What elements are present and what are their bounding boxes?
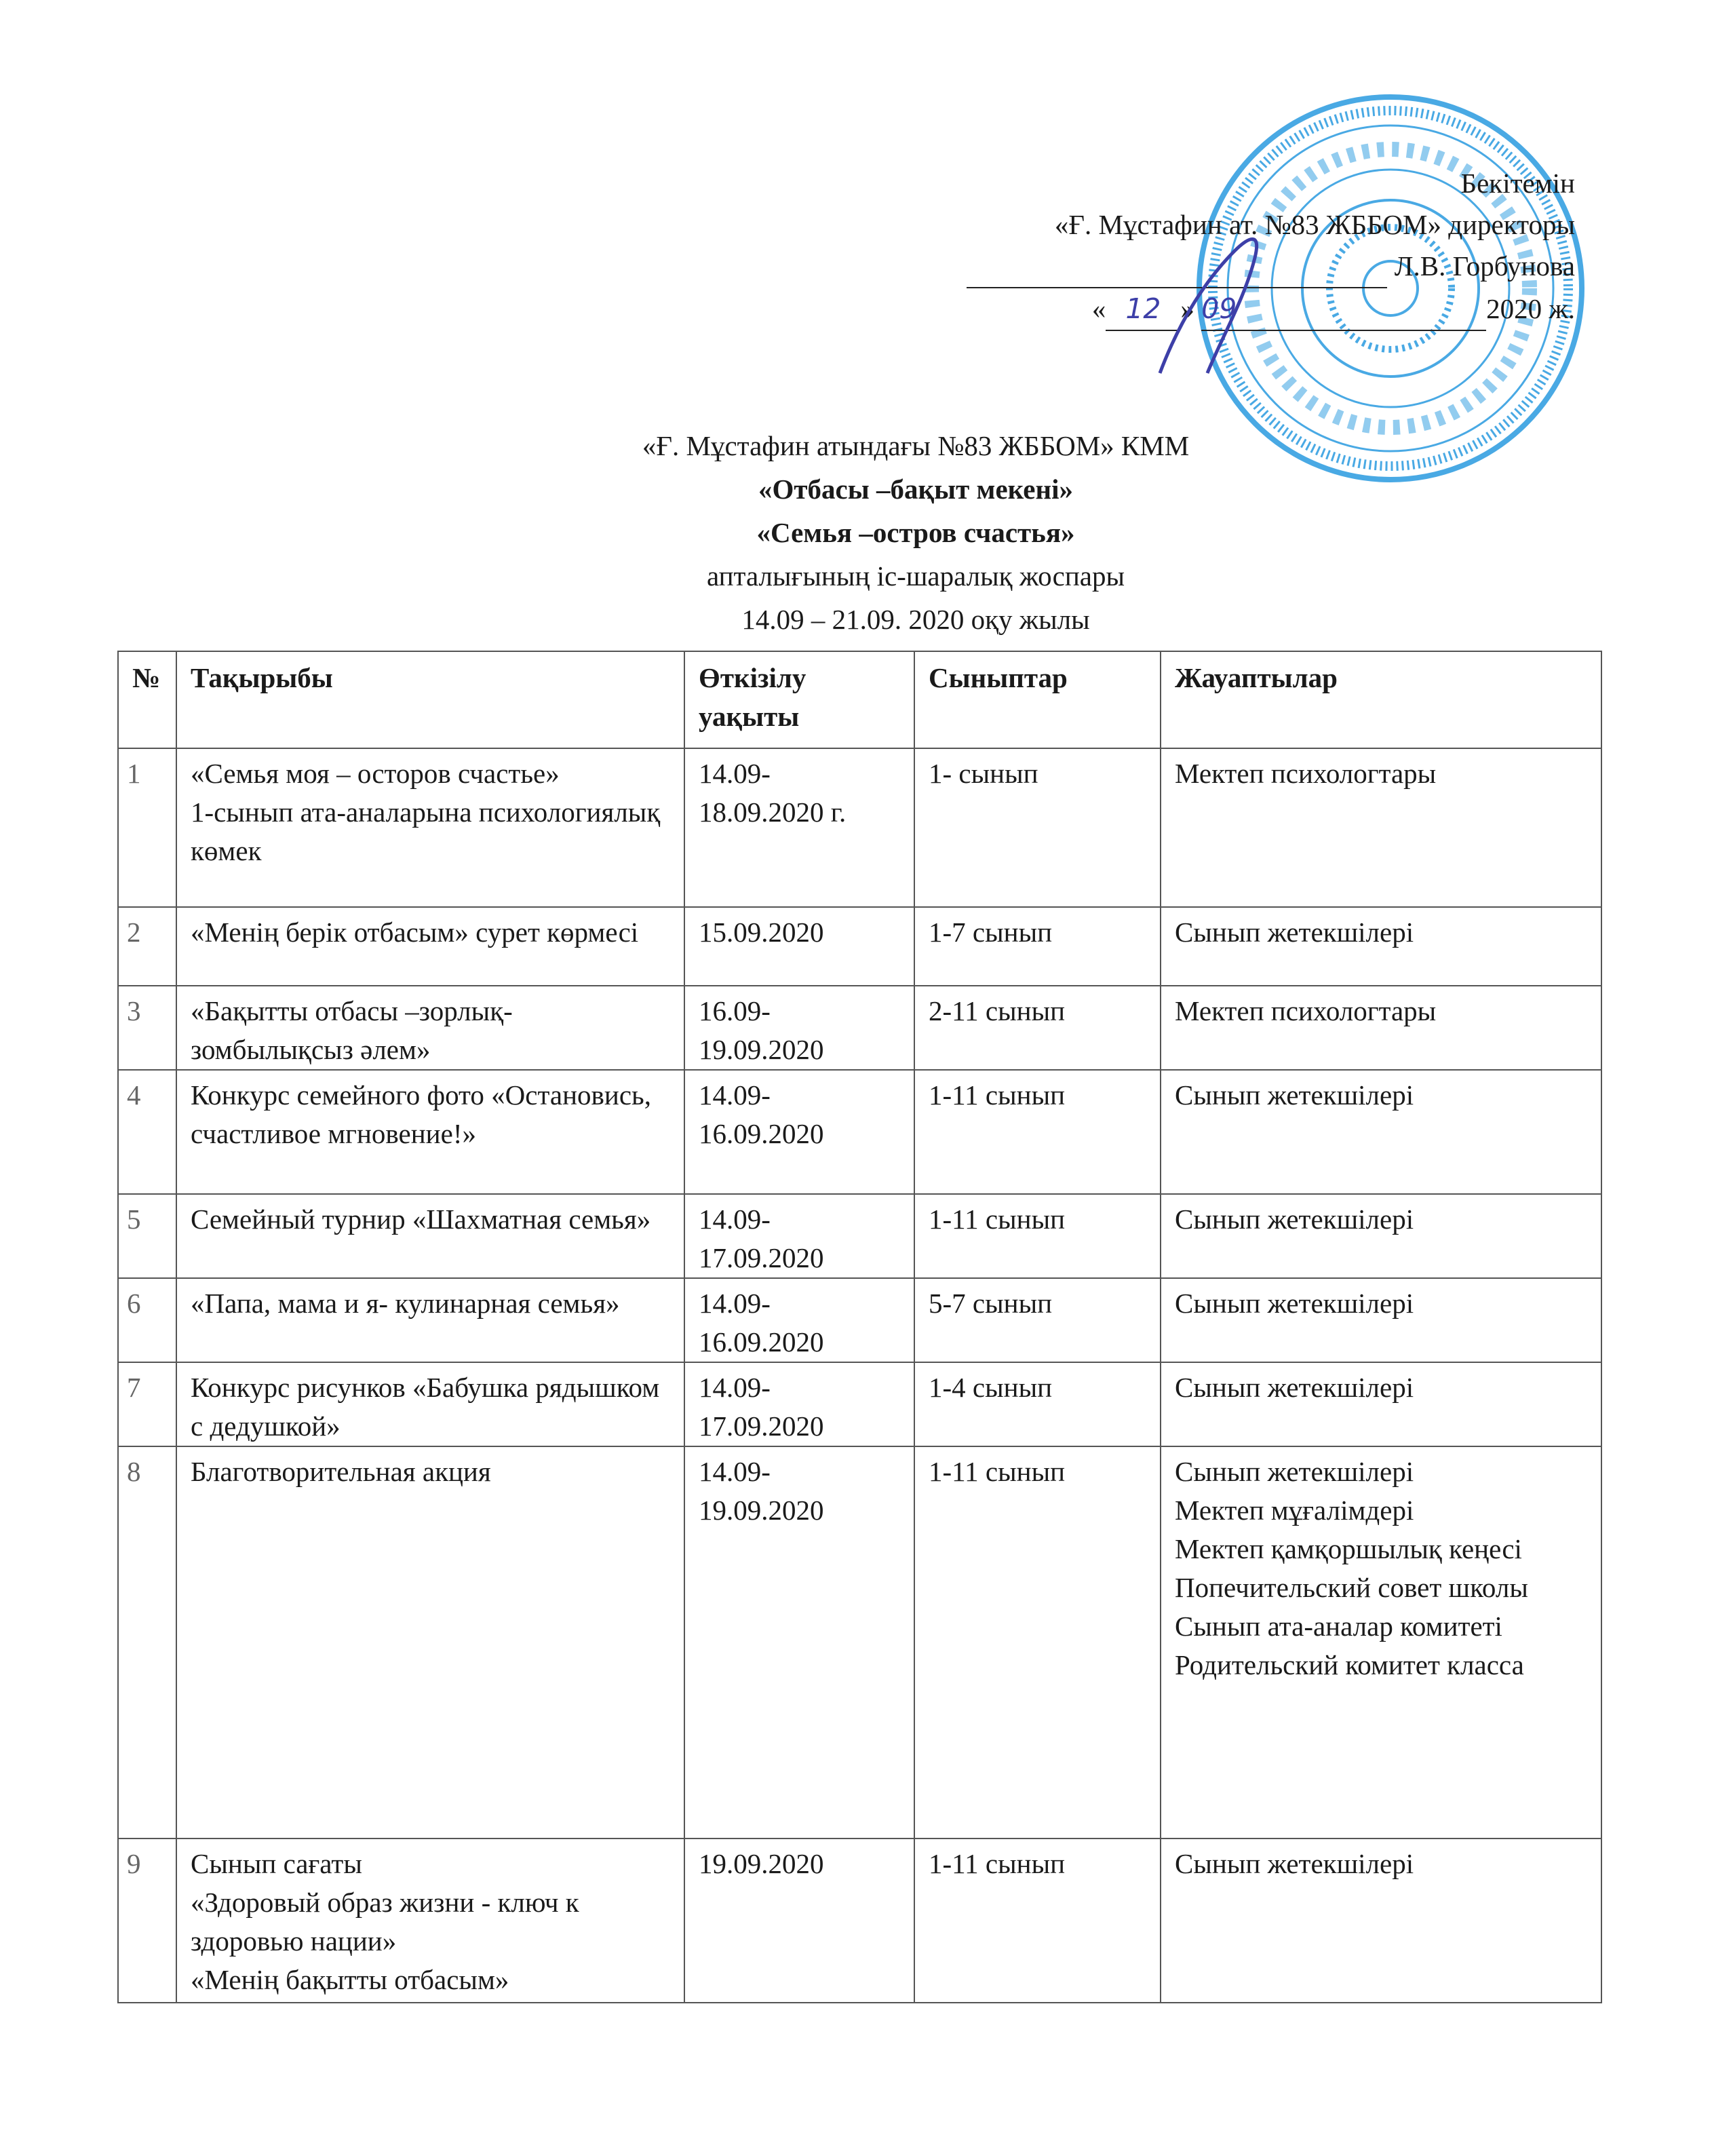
row-date: 14.09- 17.09.2020 [684, 1362, 914, 1446]
title-kz: «Отбасы –бақыт мекені» [758, 474, 1073, 505]
col-header-date: Өткізілу уақыты [684, 651, 914, 748]
col-header-topic: Тақырыбы [176, 651, 684, 748]
period: 14.09 – 21.09. 2020 оқу жылы [741, 604, 1090, 635]
row-number: 4 [118, 1070, 176, 1194]
approval-block: Бекітемін «Ғ. Мұстафин ат. №83 ЖББОМ» директоры Л.В. Горбунова « 12 » 09 2020 ж. [967, 163, 1575, 331]
row-date: 14.09- 17.09.2020 [684, 1194, 914, 1278]
table-row [118, 1070, 1601, 1194]
row-responsible: Сынып жетекшілері [1161, 1362, 1601, 1446]
row-responsible: Сынып жетекшілері [1161, 1194, 1601, 1278]
row-date: 16.09- 19.09.2020 [684, 986, 914, 1070]
row-date: 19.09.2020 [684, 1839, 914, 2003]
row-classes: 1-11 сынып [914, 1446, 1161, 1839]
row-number: 8 [118, 1446, 176, 1839]
title-ru: «Семья –остров счастья» [756, 517, 1075, 548]
row-topic: «Бақытты отбасы –зорлық-зомбылықсыз әлем» [176, 986, 684, 1070]
table-row [118, 1278, 1601, 1362]
row-number: 7 [118, 1362, 176, 1446]
approval-name: Л.В. Горбунова [1394, 250, 1575, 282]
row-date: 14.09- 18.09.2020 г. [684, 748, 914, 907]
table-row [118, 748, 1601, 907]
row-responsible: Сынып жетекшілері [1161, 907, 1601, 986]
row-number: 9 [118, 1839, 176, 2003]
table-row [118, 986, 1601, 1070]
col-header-responsible: Жауаптылар [1161, 651, 1601, 748]
row-number: 2 [118, 907, 176, 986]
row-responsible: Сынып жетекшілері [1161, 1070, 1601, 1194]
row-responsible: Мектеп психологтары [1161, 748, 1601, 907]
row-classes: 1- сынып [914, 748, 1161, 907]
row-responsible: Сынып жетекшілері [1161, 1839, 1601, 2003]
approval-year: 2020 ж. [1486, 293, 1575, 324]
row-topic: «Семья моя – осторов счастье» 1-сынып ата-аналарына психологиялық көмек [176, 748, 684, 907]
approval-title: Бекітемін [1460, 168, 1575, 199]
row-classes: 1-4 сынып [914, 1362, 1161, 1446]
row-responsible: Мектеп психологтары [1161, 986, 1601, 1070]
row-classes: 5-7 сынып [914, 1278, 1161, 1362]
table-row [118, 1839, 1601, 2003]
row-classes: 2-11 сынып [914, 986, 1161, 1070]
row-classes: 1-11 сынып [914, 1070, 1161, 1194]
approval-day: 12 [1106, 288, 1180, 331]
row-responsible: Сынып жетекшілері [1161, 1278, 1601, 1362]
row-topic: Конкурс семейного фото «Остановись, счастливое мгновение!» [176, 1070, 684, 1194]
org-name: «Ғ. Мұстафин атындағы №83 ЖББОМ» КММ [642, 430, 1190, 461]
table-row [118, 1362, 1601, 1446]
row-number: 1 [118, 748, 176, 907]
row-classes: 1-11 сынып [914, 1194, 1161, 1278]
plan-table [117, 651, 1602, 2003]
table-row [118, 1446, 1601, 1839]
row-responsible: Сынып жетекшілері Мектеп мұғалімдері Мектеп қамқоршылық кеңесі Попечительский совет школы Сынып ата-аналар комитеті Родительский комитет класса [1161, 1446, 1601, 1839]
row-topic: Благотворительная акция [176, 1446, 684, 1839]
col-header-number: № [118, 651, 176, 748]
table-header-row [118, 651, 1601, 748]
row-topic: Конкурс рисунков «Бабушка рядышком с дедушкой» [176, 1362, 684, 1446]
row-topic: Семейный турнир «Шахматная семья» [176, 1194, 684, 1278]
row-classes: 1-7 сынып [914, 907, 1161, 986]
approval-position: «Ғ. Мұстафин ат. №83 ЖББОМ» директоры [1054, 209, 1575, 240]
row-number: 5 [118, 1194, 176, 1278]
row-number: 3 [118, 986, 176, 1070]
approval-month: 09 [1201, 288, 1486, 331]
table-row [118, 907, 1601, 986]
signature [1004, 204, 1343, 380]
row-classes: 1-11 сынып [914, 1839, 1161, 2003]
table-row [118, 1194, 1601, 1278]
row-topic: «Менің берік отбасым» сурет көрмесі [176, 907, 684, 986]
row-topic: Сынып сағаты «Здоровый образ жизни - ключ к здоровью нации» «Менің бақытты отбасым» [176, 1839, 684, 2003]
row-date: 15.09.2020 [684, 907, 914, 986]
row-date: 14.09- 16.09.2020 [684, 1070, 914, 1194]
row-number: 6 [118, 1278, 176, 1362]
row-date: 14.09- 16.09.2020 [684, 1278, 914, 1362]
row-topic: «Папа, мама и я- кулинарная семья» [176, 1278, 684, 1362]
subtitle: апталығының іс-шаралық жоспары [706, 560, 1125, 592]
row-date: 14.09- 19.09.2020 [684, 1446, 914, 1839]
col-header-classes: Сыныптар [914, 651, 1161, 748]
